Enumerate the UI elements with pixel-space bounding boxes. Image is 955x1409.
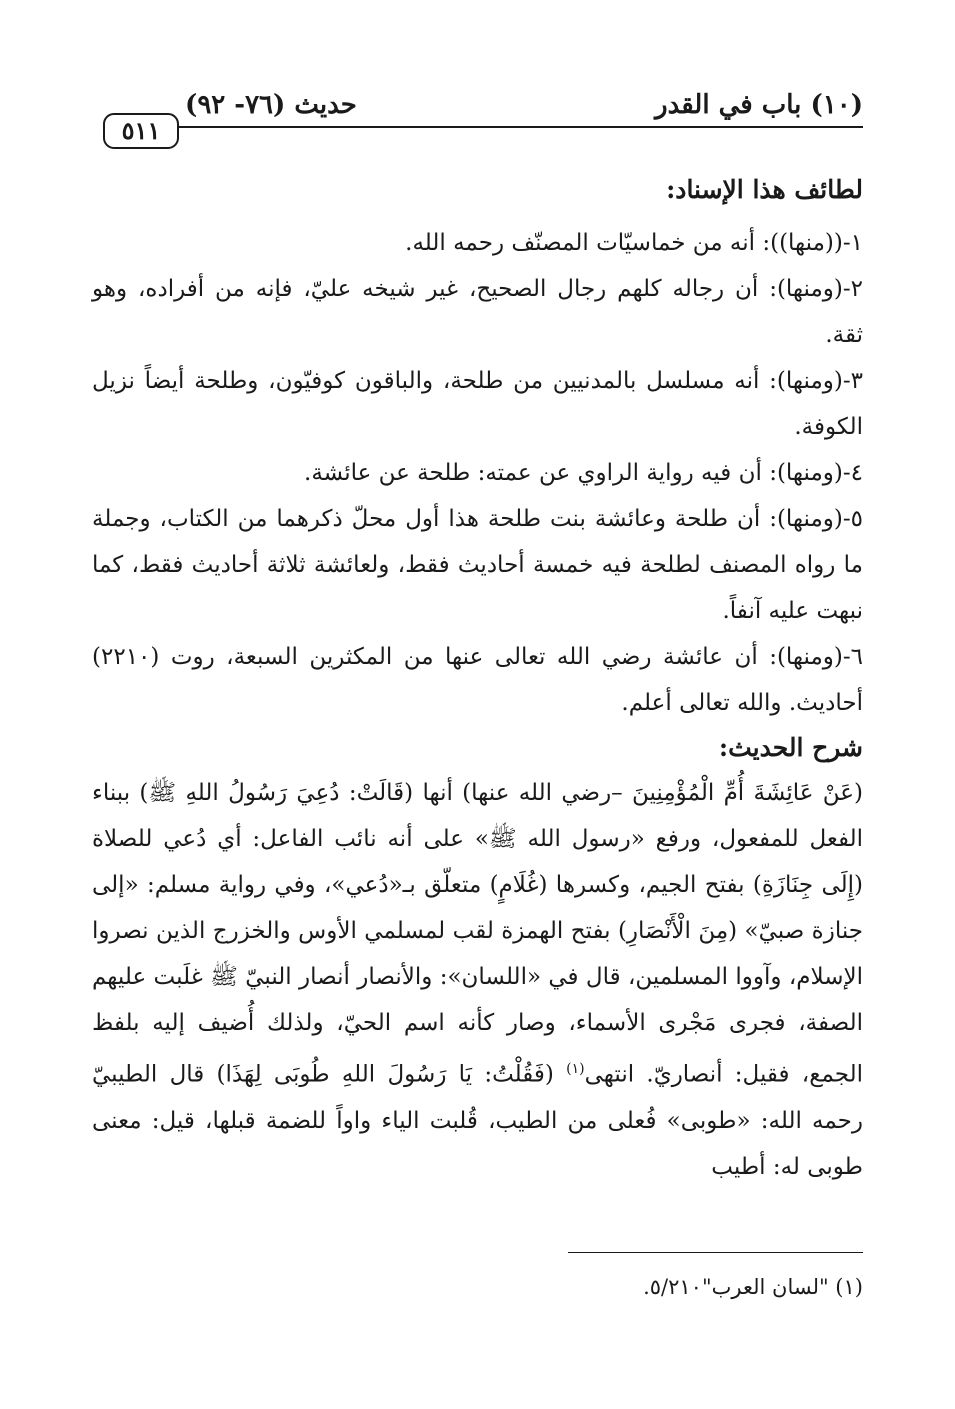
list-item-5: ٥-(ومنها): أن طلحة وعائشة بنت طلحة هذا أول محلّ ذكرهما من الكتاب، وجملة ما رواه المصنف لطلحة فيه خمسة أحاديث فقط، ولعائشة ثلاثة أحاديث فقط، كما نبهت عليه آنفاً. [92, 506, 863, 624]
hadith-range: حديث (٧٦- ٩٢) [185, 90, 357, 120]
header-divider [178, 126, 863, 128]
page-body [92, 168, 863, 1190]
section-heading-isnad: لطائف هذا الإسناد: [666, 175, 863, 204]
list-item-1: ١-((منها)): أنه من خماسيّات المصنّف رحمه الله. [405, 230, 863, 256]
commentary-text-continued: (فَقُلْتُ: يَا رَسُولَ اللهِ طُوبَى لِهَذَا) قال الطيبيّ رحمه الله: «طوبى» فُعلى من الطيب، قُلبت الياء واواً للضمة قبلها، قيل: معنى طوبى له: أطيب [92, 1061, 863, 1180]
chapter-title: (١٠) باب في القدر [655, 90, 863, 120]
commentary-text: (عَنْ عَائِشَةَ أُمِّ الْمُؤْمِنِينَ –رضي الله عنها) أنها (قَالَتْ: دُعِيَ رَسُولُ اللهِ ﷺ) ببناء الفعل للمفعول، ورفع «رسول الله ﷺ» على أنه نائب الفاعل: أي دُعي للصلاة (إِلَى جِنَازَةِ) بفتح الجيم، وكسرها (غُلَامٍ) متعلّق بـ«دُعي»، وفي رواية مسلم: «إلى جنازة صبيّ» (مِنَ الْأَنْصَارِ) بفتح الهمزة لقب لمسلمي الأوس والخزرج الذين نصروا الإسلام، وآووا المسلمين، قال في «اللسان»: والأنصار أنصار النبيّ ﷺ غلَبت عليهم الصفة، فجرى مَجْرى الأسماء، وصار كأنه اسم الحيّ، ولذلك أُضيف إليه بلفظ الجمع، فقيل: أنصاريّ. انتهى [92, 780, 863, 1088]
list-item-3: ٣-(ومنها): أنه مسلسل بالمدنيين من طلحة، والباقون كوفيّون، وطلحة أيضاً نزيل الكوفة. [92, 368, 863, 440]
commentary-paragraph [92, 770, 863, 1190]
list-item-2: ٢-(ومنها): أن رجاله كلهم رجال الصحيح، غير شيخه عليّ، فإنه من أفراده، وهو ثقة. [92, 276, 863, 348]
section-heading-commentary: شرح الحديث: [718, 733, 863, 762]
list-item-6: ٦-(ومنها): أن عائشة رضي الله تعالى عنها من المكثرين السبعة، روت (٢٢١٠) أحاديث. والله تعالى أعلم. [92, 644, 863, 716]
footnote-divider [568, 1252, 863, 1253]
footnote: (١) "لسان العرب"٥/٢١٠. [643, 1275, 863, 1299]
footnote-marker[interactable]: (١) [566, 1061, 585, 1077]
page-number-badge: ٥١١ [103, 113, 179, 149]
list-item-4: ٤-(ومنها): أن فيه رواية الراوي عن عمته: طلحة عن عائشة. [304, 460, 863, 486]
